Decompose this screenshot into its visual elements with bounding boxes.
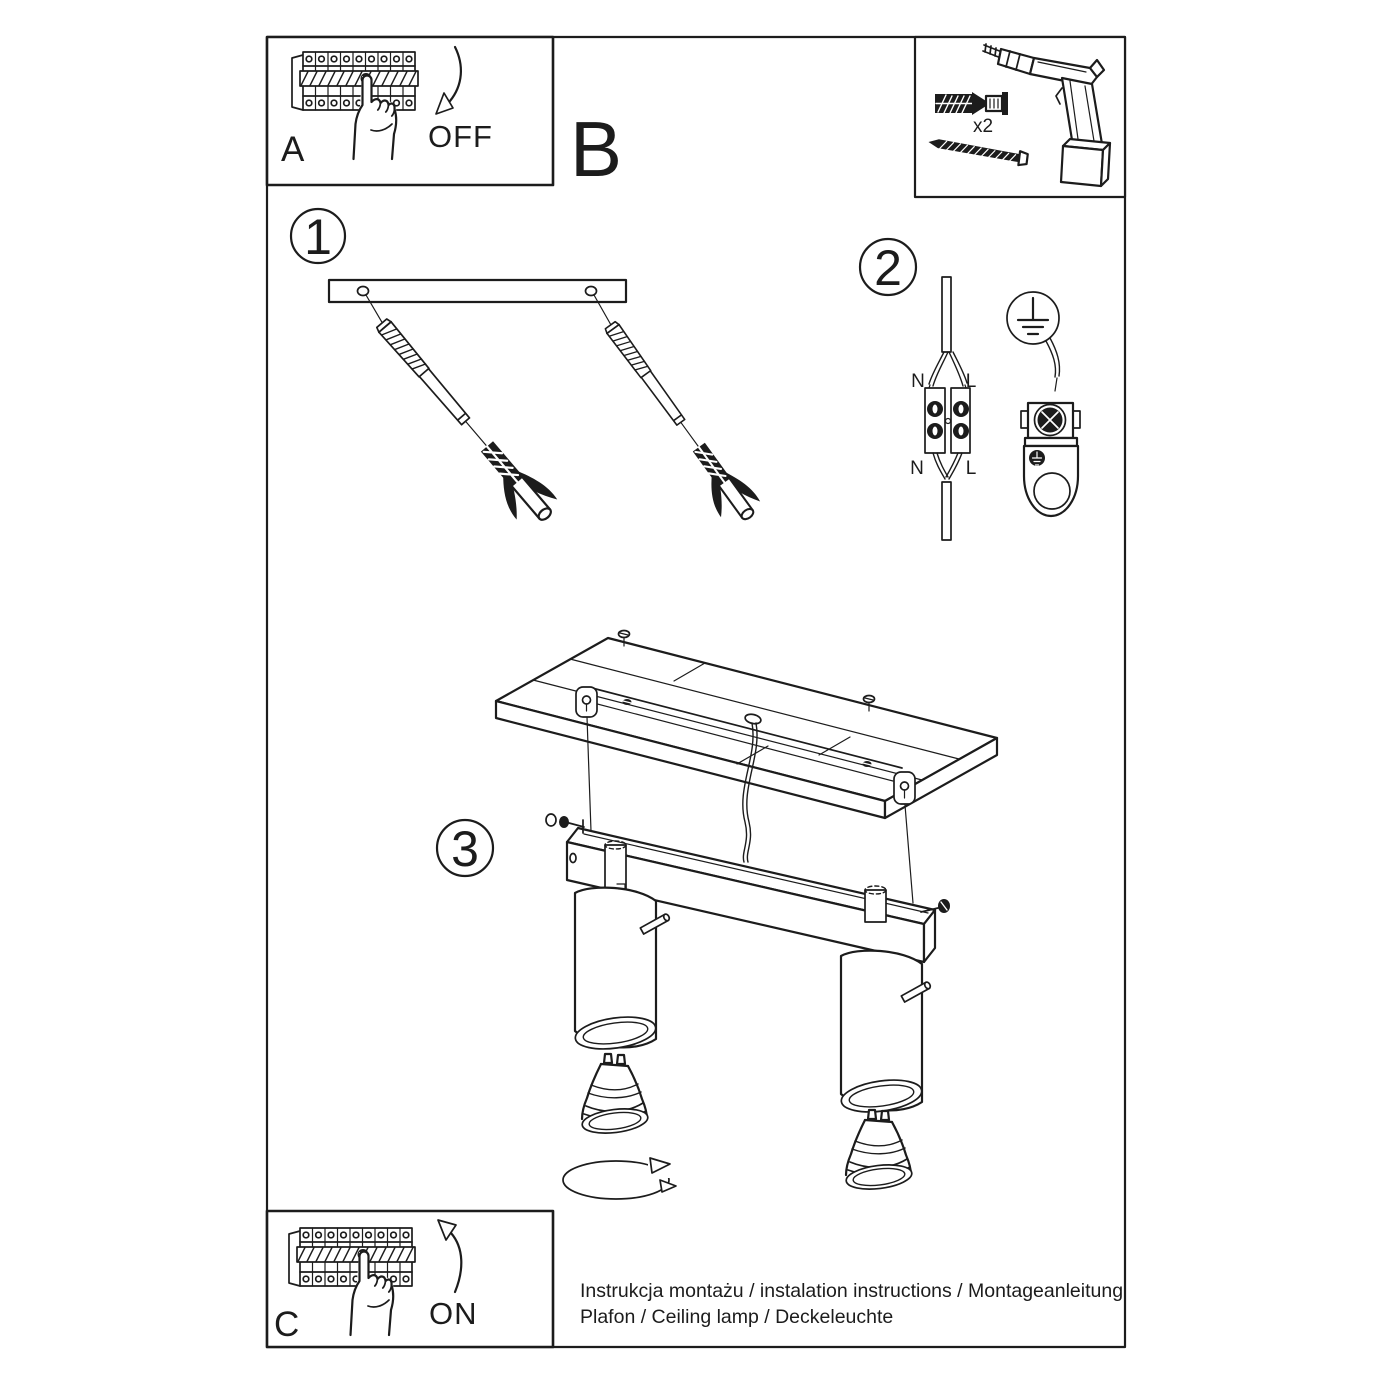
earth-symbol-icon: [1007, 292, 1059, 344]
earth-clamp-icon: [1021, 338, 1080, 516]
panel-a-switch-off: [267, 37, 553, 185]
terminal-l-bottom-label: L: [965, 458, 977, 479]
tools-box: [915, 37, 1125, 197]
panel-c-switch-on: [267, 1211, 553, 1347]
anchor-assembly-icon: [591, 315, 764, 531]
wall-plug-icon: [935, 92, 1008, 115]
panel-a-letter: A: [281, 130, 305, 169]
panel-c-letter: C: [274, 1305, 300, 1344]
mounting-bar: [329, 280, 626, 302]
footer-line-1: Instrukcja montażu / instalation instructions / Montageanleitung: [580, 1280, 1124, 1302]
panel-b-letter: B: [570, 105, 623, 193]
panel-a-action-label: OFF: [428, 119, 493, 154]
step-3-number: 3: [451, 821, 479, 877]
anchor-assembly-icon: [363, 311, 563, 534]
rotate-arrow-icon: [563, 1158, 682, 1199]
step-3-assembly: [437, 631, 997, 1200]
gu10-bulb-icon: [845, 1110, 913, 1192]
anchor-quantity-label: x2: [972, 116, 994, 137]
terminal-n-top-label: N: [911, 371, 925, 392]
spotlight-icon: [573, 888, 657, 1054]
footer-line-2: Plafon / Ceiling lamp / Deckeleuchte: [580, 1306, 894, 1328]
gu10-bulb-icon: [581, 1054, 649, 1136]
footer: [580, 1280, 1123, 1328]
breaker-panel-icon: [292, 52, 418, 110]
terminal-block-icon: [925, 277, 970, 540]
step-2-wiring: [860, 239, 1080, 540]
spotlight-icon: [839, 951, 923, 1117]
step-1-wall-anchors: [291, 209, 765, 534]
terminal-l-top-label: L: [965, 371, 977, 392]
step-1-number: 1: [304, 209, 332, 265]
breaker-panel-icon: [289, 1228, 415, 1286]
terminal-n-bottom-label: N: [910, 458, 924, 479]
panel-c-action-label: ON: [429, 1296, 478, 1331]
step-2-number: 2: [874, 240, 902, 296]
